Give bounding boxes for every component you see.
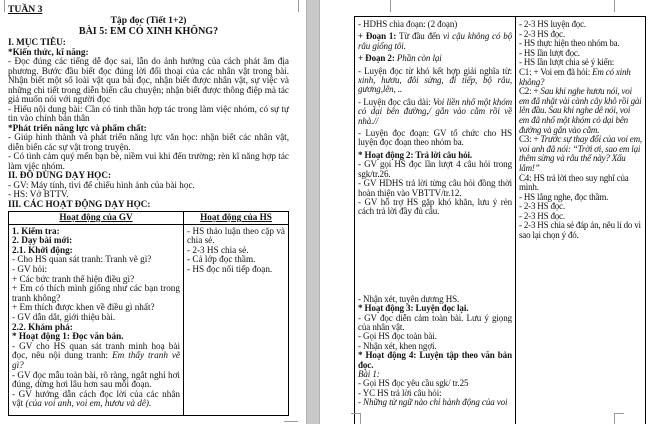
muc-tieu-item: - Hiểu nội dung bài: Cần có tinh thần hợp tác trong làm việc nhóm, có sự tự tin vào chính bản thân [8, 103, 289, 123]
hs-response: - Cả lớp đọc thầm. [187, 254, 256, 265]
crop-mark [284, 421, 298, 422]
table-body-row [9, 224, 288, 415]
hs-response: - 2-3 HS chia sẻ đáp án, nêu lí do vì sao lại chọn ý đó. [519, 220, 641, 241]
gv-step: + Các bức tranh thể hiện điều gì? [12, 273, 135, 284]
document-page-2 [319, 0, 650, 424]
hs-answer-c1: C1: + Voi em đã hỏi: Em có xinh không? [519, 66, 631, 87]
hs-activities-cell [184, 225, 288, 415]
page1-content [8, 4, 289, 416]
gv-activity-4-heading: * Hoạt động 4: Luyện tập theo văn bản đọc. [358, 350, 512, 370]
phat-trien-item: - Có tình cảm quý mến bạn bè, niềm vui khi đến trường; rèn kĩ năng hợp tác làm việc nhóm. [8, 151, 289, 171]
gv-activity-1-heading: * Hoạt động 1: Đọc văn bản. [12, 331, 124, 342]
gv-step: - Luyện đọc từ khó kết hợp giải nghĩa từ: xinh, hươu, đôi sừng, đi tiếp, bộ râu, gương,lên, .. [358, 65, 512, 95]
gv-step: - GV hỗ trợ HS gặp khó khăn, lưu ý rèn cách trả lời đầy đủ câu. [358, 196, 512, 217]
gv-step: - GV gọi HS đọc lần lượt 4 câu hỏi trong sgk/tr.26. [358, 159, 512, 179]
lesson-plan-table-continued [354, 16, 646, 424]
gv-step: - Nhận xét, khen ngợi. [358, 340, 437, 351]
gv-step: - Nhận xét, tuyên dương HS. [358, 293, 460, 304]
gv-step: - HDHS chia đoạn: (2 đoạn) [358, 19, 458, 29]
hs-column-header: Hoạt động của HS [200, 212, 272, 222]
hs-answer-c4: C4: HS trả lời theo suy nghĩ của mình. [519, 172, 629, 193]
lesson-plan-table [8, 211, 289, 416]
gv-step: 2.2. Khám phá: [12, 321, 73, 332]
hs-response: - 2-3 HS đọc. [519, 28, 565, 39]
crop-mark [614, 413, 624, 424]
gv-activity-2-heading: * Hoạt động 2: Trả lời câu hỏi. [358, 149, 473, 160]
crop-mark [390, 0, 391, 12]
gv-step: + Đoạn 1: Từ đầu đến vì cậu không có bộ râu giống tôi. [358, 31, 512, 51]
section-muc-tieu-heading: I. MỤC TIÊU: [8, 37, 66, 47]
gv-step: - Luyện đọc câu dài: Voi liền nhổ một khóm cỏ dại bên đường,/ gắn vào cằm rồi về nhà.// [358, 96, 513, 126]
gv-step: - Gọi HS đọc yêu cầu sgk/ tr.25 [358, 378, 469, 389]
gv-step: - GV HDHS trả lời từng câu hỏi đồng thời hoàn thiện vào VBTTV/tr.12. [358, 178, 512, 198]
gv-step: 2. Dạy bài mới: [12, 235, 73, 246]
gv-step: - Cho HS quan sát tranh: Tranh vẽ gì? [12, 254, 152, 265]
section-hoat-dong-heading: III. CÁC HOẠT ĐỘNG DẠY HỌC: [8, 198, 151, 209]
hs-answer-c2: C2: + Sau khi nghe hươu nói, voi em đã nhặt vài cành cây khô rồi gài lên đầu. Sau khi nghe dê nói, voi em đã nhổ một khóm cỏ dại bên đường và gắn vào cằm. [519, 86, 642, 135]
hs-answer-c3: C3: + Trước sự thay đổi của voi em, voi anh đã nói: “Trời ơi, sao em lại thêm sừng và râu thế này? Xấu lắm!” [519, 134, 642, 173]
gv-step: - GV đọc mẫu toàn bài, rõ ràng, ngắt nghỉ hơi đúng, dừng hơi lâu hơn sau mỗi đoạn. [12, 369, 180, 390]
gv-step: + Em thích được khen về điều gì nhất? [12, 302, 155, 313]
hs-response: - HS đọc nối tiếp đoạn. [187, 263, 273, 274]
gv-step: 1. Kiểm tra: [12, 225, 60, 236]
hs-response: - 2-3 HS đọc. [519, 201, 565, 212]
gv-step: - Luyện đọc đoạn: GV tổ chức cho HS luyện đọc đoạn theo nhóm ba. [358, 128, 512, 148]
muc-tieu-item: - Đọc đúng các tiếng dễ đọc sai, lẫn do ảnh hưởng của cách phát âm địa phương. Bước đầu biết đọc đúng lời đối thoại của các nhân vật trong bài. Nhận biết một số loài vật qua bài đọc, nhận biết được nhân vật, sự việc và những chi tiết trong diễn biến câu chuyện; nhận biết được thông điệp mà tác giả muốn nói với người đọc [8, 56, 289, 104]
hs-activities-cell [516, 17, 645, 424]
hs-response: - 2-3 HS đọc. [519, 210, 565, 221]
gv-step: - YC HS trả lời câu hỏi: [358, 387, 442, 398]
do-dung-item: - GV: Máy tính, tivi để chiếu hình ảnh của bài học. [8, 179, 195, 190]
section-do-dung-heading: II. ĐỒ DÙNG DẠY HỌC: [8, 170, 112, 180]
gv-activities-cell [355, 17, 516, 424]
gv-step: - GV dẫn dắt, giới thiệu bài. [12, 311, 116, 322]
lesson-title: BÀI 5: EM CÓ XINH KHÔNG? [78, 26, 219, 37]
gv-activities-cell [9, 225, 184, 415]
phat-trien-heading: *Phát triển năng lực và phẩm chất: [8, 122, 147, 133]
crop-mark [4, 0, 5, 12]
crop-mark [614, 0, 615, 12]
gv-step: - GV cho HS quan sát tranh minh hoạ bài đọc, nêu nội dung tranh: Em thấy tranh vẽ gì? [12, 340, 180, 370]
spacer [358, 217, 512, 295]
week-heading: TUẦN 3 [8, 4, 43, 15]
hs-response: - HS thảo luận theo cặp và chia sẻ. [187, 225, 285, 246]
hs-response: - HS lần lượt chia sẻ ý kiến: [519, 57, 615, 68]
gv-step: + Đoạn 2: Phần còn lại [358, 53, 442, 64]
crop-mark [298, 0, 299, 12]
gv-activity-3-heading: * Hoạt động 3: Luyện đọc lại. [358, 303, 469, 314]
gv-step: - Gọi HS đọc toàn bài. [358, 331, 437, 342]
hs-response: - HS lần lượt đọc. [519, 47, 580, 58]
gv-step: 2.1. Khởi động: [12, 244, 73, 255]
hs-response: - HS thực hiện theo nhóm ba. [519, 38, 620, 49]
kien-thuc-heading: *Kiến thức, kĩ năng: [8, 46, 89, 57]
document-page-1 [0, 0, 307, 424]
gv-step: - GV hỏi: [12, 263, 48, 274]
gv-step: Bài 1: [358, 368, 380, 379]
gv-column-header: Hoạt động của GV [9, 212, 184, 224]
hs-response: - HS lắng nghe, đọc thầm. [519, 191, 609, 202]
gv-step: - Những từ ngữ nào chỉ hành động của voi [358, 397, 508, 408]
do-dung-item: - HS: Vở BTTV. [8, 189, 69, 199]
lesson-subtitle: Tập đọc (Tiết 1+2) [110, 15, 187, 26]
gv-step: + Em có thích mình giống như các bạn trong tranh không? [12, 283, 180, 303]
crop-mark [351, 413, 361, 424]
phat-trien-item: - Giúp hình thành và phát triển năng lực văn học: nhận biết các nhân vật, diễn biến các sự vật trong truyện. [8, 132, 289, 152]
hs-response: - 2-3 HS chia sẻ. [187, 244, 249, 255]
hs-response: - 2-3 HS luyện đọc. [519, 19, 586, 29]
gv-step: - GV đọc diễn cảm toàn bài. Lưu ý giọng của nhân vật. [358, 312, 512, 332]
table-header-row [9, 212, 288, 224]
gv-step: - GV hướng dẫn cách đọc lời của các nhân vật (của voi anh, voi em, hươu và dê). [12, 388, 180, 409]
